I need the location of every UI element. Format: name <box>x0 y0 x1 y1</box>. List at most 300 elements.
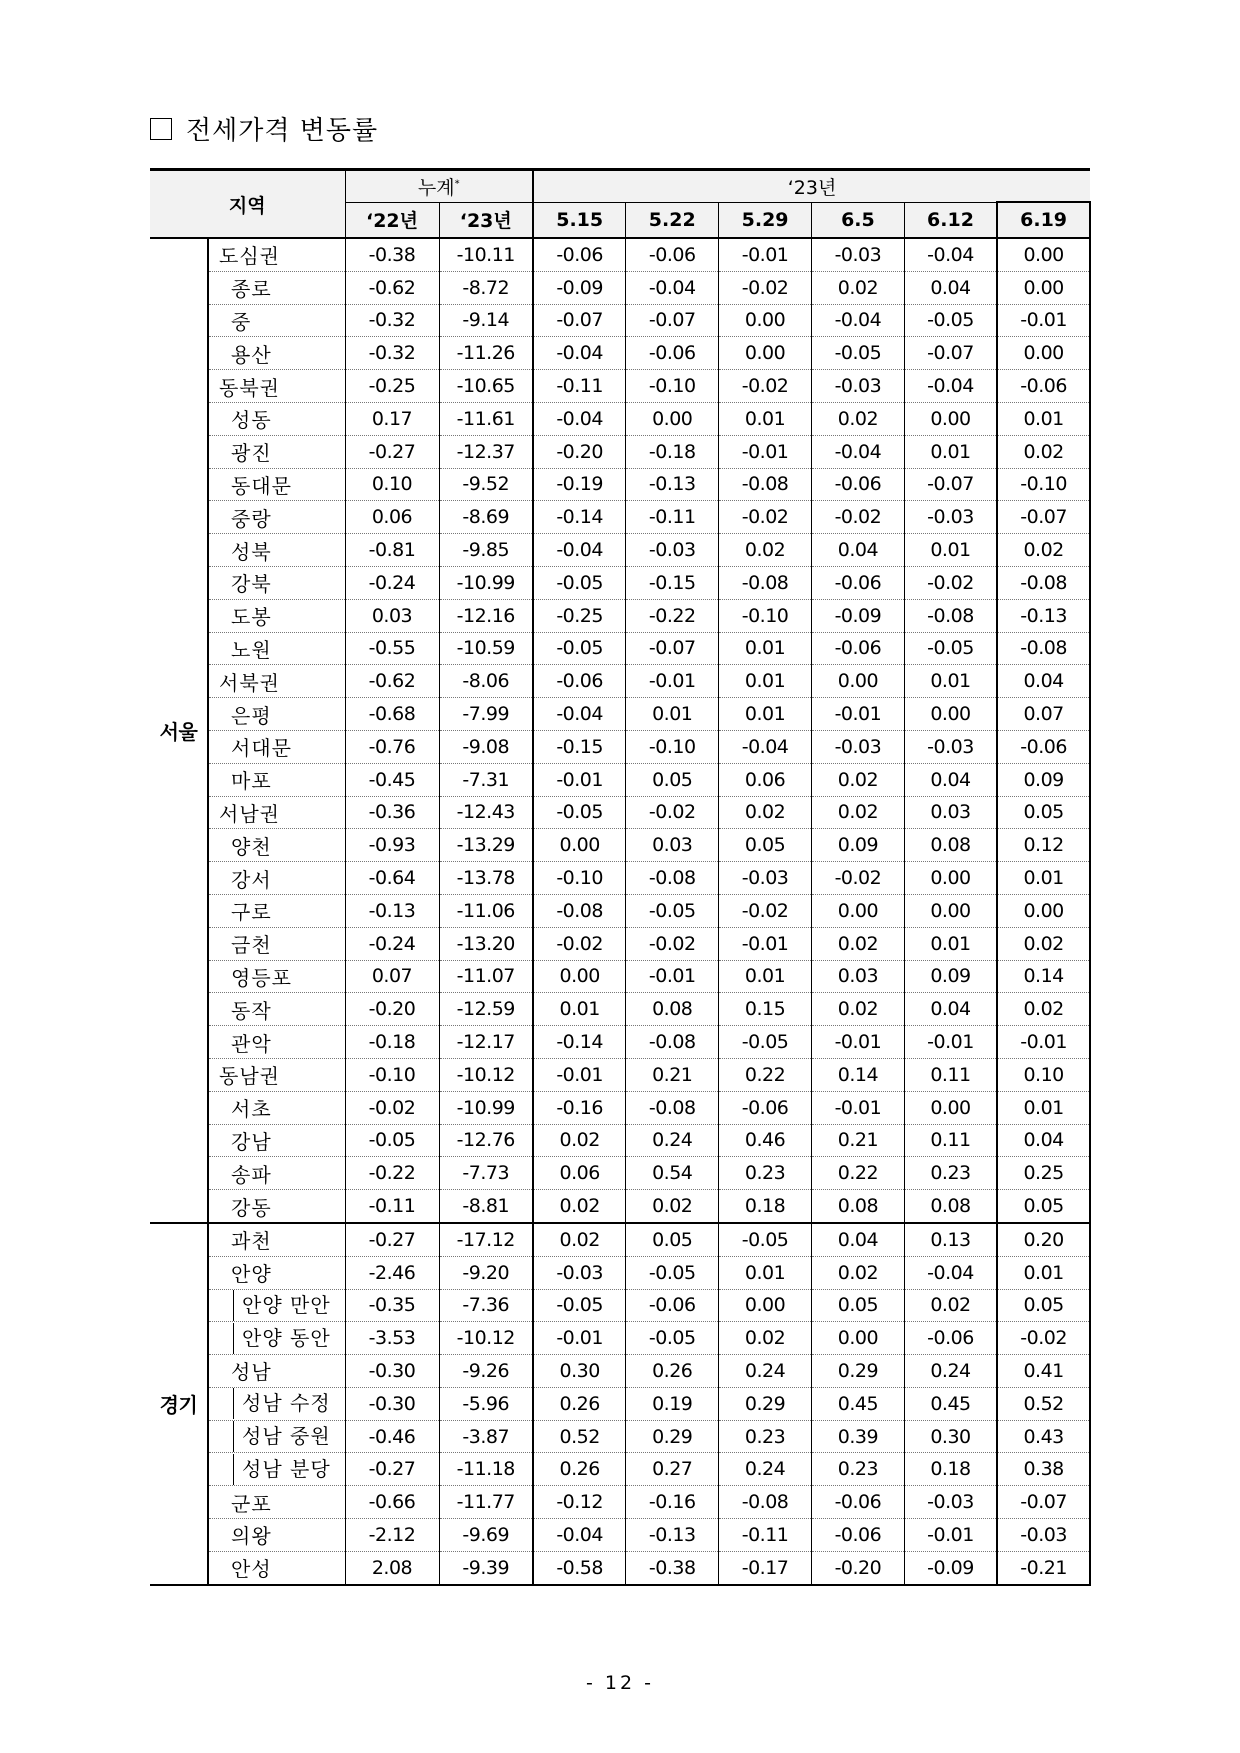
value-cell: -9.14 <box>439 304 533 337</box>
value-cell: -0.04 <box>533 698 626 731</box>
district-name: 도봉 <box>208 599 345 632</box>
value-cell: 0.04 <box>811 1223 904 1256</box>
value-cell: 0.03 <box>345 599 439 632</box>
value-cell: 0.00 <box>904 1091 997 1124</box>
value-cell: 0.06 <box>719 763 812 796</box>
value-cell: 0.05 <box>997 1289 1090 1322</box>
value-cell: -12.76 <box>439 1124 533 1157</box>
value-cell: 0.01 <box>904 435 997 468</box>
district-name: 서남권 <box>208 796 345 829</box>
value-cell: 0.02 <box>811 271 904 304</box>
value-cell: -9.26 <box>439 1355 533 1388</box>
value-cell: 0.08 <box>626 993 719 1026</box>
value-cell: -0.06 <box>811 566 904 599</box>
value-cell: -0.07 <box>997 501 1090 534</box>
value-cell: -0.06 <box>904 1322 997 1355</box>
value-cell: -0.09 <box>811 599 904 632</box>
value-cell: 0.52 <box>533 1420 626 1453</box>
value-cell: -9.69 <box>439 1519 533 1552</box>
value-cell: -0.46 <box>345 1420 439 1453</box>
value-cell: 0.26 <box>533 1387 626 1420</box>
value-cell: -0.02 <box>719 894 812 927</box>
section-title-text: 전세가격 변동률 <box>186 116 379 146</box>
value-cell: -0.06 <box>533 665 626 698</box>
value-cell: -12.59 <box>439 993 533 1026</box>
value-cell: 0.00 <box>904 894 997 927</box>
value-cell: -0.22 <box>345 1157 439 1190</box>
district-name <box>208 1322 345 1355</box>
district-name <box>208 1420 345 1453</box>
value-cell: -0.01 <box>997 304 1090 337</box>
week-col-header: 6.12 <box>904 202 997 238</box>
value-cell: 0.54 <box>626 1157 719 1190</box>
page-number: - 12 - <box>586 1672 654 1694</box>
sub-district-name: 안양 동안 <box>233 1323 331 1354</box>
table-row <box>150 599 1090 632</box>
value-cell: -0.01 <box>719 435 812 468</box>
value-cell: -0.05 <box>533 1289 626 1322</box>
value-cell: -0.05 <box>533 796 626 829</box>
value-cell: -0.04 <box>811 435 904 468</box>
value-cell: -0.45 <box>345 763 439 796</box>
value-cell: -0.07 <box>997 1486 1090 1519</box>
value-cell: -0.32 <box>345 304 439 337</box>
table-row <box>150 1453 1090 1486</box>
value-cell: 0.01 <box>719 402 812 435</box>
value-cell: -0.93 <box>345 829 439 862</box>
district-name: 강동 <box>208 1190 345 1223</box>
value-cell: -0.35 <box>345 1289 439 1322</box>
value-cell: 0.04 <box>997 665 1090 698</box>
district-name: 안성 <box>208 1551 345 1584</box>
value-cell: 0.20 <box>997 1223 1090 1256</box>
value-cell: 0.10 <box>345 468 439 501</box>
district-name: 성북 <box>208 534 345 567</box>
value-cell: -0.14 <box>533 1026 626 1059</box>
value-cell: 0.00 <box>904 402 997 435</box>
district-name: 강서 <box>208 862 345 895</box>
value-cell: -0.04 <box>626 271 719 304</box>
value-cell: -0.10 <box>719 599 812 632</box>
district-name: 송파 <box>208 1157 345 1190</box>
value-cell: -9.52 <box>439 468 533 501</box>
week-col-header: 5.29 <box>719 202 812 238</box>
week-col-header: 5.15 <box>533 202 626 238</box>
value-cell: 0.02 <box>811 796 904 829</box>
value-cell: 0.11 <box>904 1124 997 1157</box>
value-cell: 0.05 <box>626 1223 719 1256</box>
district-name <box>208 1453 345 1486</box>
district-name: 도심권 <box>208 238 345 271</box>
value-cell: 0.39 <box>811 1420 904 1453</box>
value-cell: 0.02 <box>811 1256 904 1289</box>
value-cell: 0.01 <box>719 960 812 993</box>
value-cell: -0.08 <box>719 1486 812 1519</box>
table-row <box>150 1355 1090 1388</box>
value-cell: -11.06 <box>439 894 533 927</box>
value-cell: -0.08 <box>719 468 812 501</box>
value-cell: 0.46 <box>719 1124 812 1157</box>
value-cell: 0.02 <box>719 534 812 567</box>
value-cell: 0.22 <box>811 1157 904 1190</box>
value-cell: 0.00 <box>719 304 812 337</box>
value-cell: 0.00 <box>904 862 997 895</box>
value-cell: -10.12 <box>439 1322 533 1355</box>
value-cell: -0.10 <box>626 730 719 763</box>
value-cell: -7.31 <box>439 763 533 796</box>
value-cell: -0.18 <box>345 1026 439 1059</box>
value-cell: 0.26 <box>626 1355 719 1388</box>
value-cell: 0.00 <box>997 337 1090 370</box>
table-row <box>150 534 1090 567</box>
value-cell: -0.05 <box>904 304 997 337</box>
value-cell: -0.01 <box>626 665 719 698</box>
value-cell: -0.04 <box>904 238 997 271</box>
value-cell: -0.06 <box>719 1091 812 1124</box>
value-cell: -0.04 <box>533 534 626 567</box>
value-cell: -0.11 <box>533 370 626 403</box>
district-name: 관악 <box>208 1026 345 1059</box>
region-label: 서울 <box>150 238 208 1223</box>
value-cell: -8.72 <box>439 271 533 304</box>
value-cell: 0.02 <box>719 796 812 829</box>
value-cell: 0.02 <box>533 1190 626 1223</box>
value-cell: -3.87 <box>439 1420 533 1453</box>
value-cell: -0.36 <box>345 796 439 829</box>
value-cell: -0.02 <box>811 501 904 534</box>
sub-district-name: 성남 수정 <box>233 1388 331 1419</box>
table-row <box>150 1420 1090 1453</box>
table-row <box>150 1519 1090 1552</box>
value-cell: 0.21 <box>811 1124 904 1157</box>
value-cell: -0.15 <box>626 566 719 599</box>
value-cell: -0.01 <box>719 927 812 960</box>
value-cell: 0.02 <box>904 1289 997 1322</box>
value-cell: 0.04 <box>997 1124 1090 1157</box>
value-cell: -7.99 <box>439 698 533 731</box>
table-row <box>150 1387 1090 1420</box>
table-row <box>150 1256 1090 1289</box>
value-cell: 0.04 <box>904 763 997 796</box>
value-cell: -0.01 <box>811 1091 904 1124</box>
district-name: 군포 <box>208 1486 345 1519</box>
value-cell: 0.00 <box>811 894 904 927</box>
value-cell: -0.66 <box>345 1486 439 1519</box>
value-cell: -12.37 <box>439 435 533 468</box>
value-cell: -7.73 <box>439 1157 533 1190</box>
value-cell: -0.19 <box>533 468 626 501</box>
table-row <box>150 402 1090 435</box>
table-row <box>150 1289 1090 1322</box>
value-cell: 0.00 <box>997 894 1090 927</box>
cumulative-footnote-mark: * <box>454 178 460 190</box>
value-cell: -0.02 <box>719 271 812 304</box>
section-title <box>150 110 378 147</box>
table-row <box>150 435 1090 468</box>
value-cell: -0.02 <box>533 927 626 960</box>
value-cell: -0.62 <box>345 271 439 304</box>
value-cell: -0.09 <box>904 1551 997 1584</box>
value-cell: -8.06 <box>439 665 533 698</box>
value-cell: -0.03 <box>904 501 997 534</box>
value-cell: -0.62 <box>345 665 439 698</box>
sub-district-name: 성남 중원 <box>233 1421 331 1452</box>
district-name: 양천 <box>208 829 345 862</box>
value-cell: -0.15 <box>533 730 626 763</box>
table-row <box>150 1223 1090 1256</box>
value-cell: -0.06 <box>997 730 1090 763</box>
value-cell: -0.10 <box>345 1058 439 1091</box>
value-cell: 0.04 <box>811 534 904 567</box>
value-cell: -0.05 <box>811 337 904 370</box>
value-cell: 0.02 <box>811 993 904 1026</box>
value-cell: -0.64 <box>345 862 439 895</box>
value-cell: -0.06 <box>997 370 1090 403</box>
value-cell: -10.12 <box>439 1058 533 1091</box>
table-row <box>150 960 1090 993</box>
value-cell: 0.03 <box>811 960 904 993</box>
value-cell: -0.08 <box>719 566 812 599</box>
value-cell: 0.23 <box>904 1157 997 1190</box>
value-cell: -11.77 <box>439 1486 533 1519</box>
value-cell: -0.06 <box>626 1289 719 1322</box>
district-name: 은평 <box>208 698 345 731</box>
value-cell: 0.04 <box>904 271 997 304</box>
value-cell: 0.05 <box>626 763 719 796</box>
value-cell: 0.29 <box>811 1355 904 1388</box>
value-cell: 0.21 <box>626 1058 719 1091</box>
value-cell: -0.01 <box>626 960 719 993</box>
value-cell: 0.05 <box>811 1289 904 1322</box>
value-cell: -0.01 <box>533 1058 626 1091</box>
value-cell: 0.05 <box>997 796 1090 829</box>
value-cell: -0.30 <box>345 1387 439 1420</box>
value-cell: -7.36 <box>439 1289 533 1322</box>
table-row <box>150 730 1090 763</box>
value-cell: 0.08 <box>904 1190 997 1223</box>
district-name: 동북권 <box>208 370 345 403</box>
value-cell: 0.02 <box>533 1124 626 1157</box>
value-cell: -0.05 <box>719 1026 812 1059</box>
jeonse-price-change-table <box>150 168 1091 1586</box>
value-cell: 0.01 <box>904 534 997 567</box>
value-cell: -0.05 <box>904 632 997 665</box>
table-row <box>150 1322 1090 1355</box>
value-cell: 0.01 <box>719 698 812 731</box>
district-name: 금천 <box>208 927 345 960</box>
value-cell: -13.20 <box>439 927 533 960</box>
district-name: 성동 <box>208 402 345 435</box>
table-row <box>150 271 1090 304</box>
table-row <box>150 698 1090 731</box>
district-name: 광진 <box>208 435 345 468</box>
district-name: 서대문 <box>208 730 345 763</box>
district-name <box>208 1387 345 1420</box>
table-row <box>150 927 1090 960</box>
value-cell: -0.17 <box>719 1551 812 1584</box>
value-cell: -13.78 <box>439 862 533 895</box>
value-cell: -0.02 <box>626 927 719 960</box>
value-cell: -0.01 <box>811 698 904 731</box>
value-cell: -0.55 <box>345 632 439 665</box>
value-cell: -0.02 <box>626 796 719 829</box>
value-cell: 0.52 <box>997 1387 1090 1420</box>
value-cell: 0.18 <box>719 1190 812 1223</box>
value-cell: 0.24 <box>719 1355 812 1388</box>
value-cell: -0.68 <box>345 698 439 731</box>
value-cell: -0.76 <box>345 730 439 763</box>
value-cell: 0.45 <box>811 1387 904 1420</box>
table-row <box>150 1058 1090 1091</box>
value-cell: 0.06 <box>345 501 439 534</box>
value-cell: -0.20 <box>811 1551 904 1584</box>
value-cell: 0.29 <box>626 1420 719 1453</box>
week-col-header: 5.22 <box>626 202 719 238</box>
value-cell: -8.69 <box>439 501 533 534</box>
value-cell: 0.01 <box>997 402 1090 435</box>
district-name: 강북 <box>208 566 345 599</box>
value-cell: 0.22 <box>719 1058 812 1091</box>
district-name: 중랑 <box>208 501 345 534</box>
value-cell: 0.00 <box>997 238 1090 271</box>
value-cell: 0.03 <box>626 829 719 862</box>
value-cell: -0.07 <box>626 304 719 337</box>
table-row <box>150 1157 1090 1190</box>
value-cell: 0.02 <box>811 402 904 435</box>
value-cell: 0.00 <box>997 271 1090 304</box>
value-cell: -0.32 <box>345 337 439 370</box>
value-cell: -0.12 <box>533 1486 626 1519</box>
value-cell: 2.08 <box>345 1551 439 1584</box>
district-name: 영등포 <box>208 960 345 993</box>
value-cell: -9.08 <box>439 730 533 763</box>
cumulative-header-label: 누계 <box>417 176 455 199</box>
value-cell: 0.41 <box>997 1355 1090 1388</box>
value-cell: 0.38 <box>997 1453 1090 1486</box>
value-cell: 0.05 <box>719 829 812 862</box>
value-cell: -0.07 <box>904 468 997 501</box>
table-row <box>150 862 1090 895</box>
value-cell: 0.23 <box>719 1420 812 1453</box>
table-row <box>150 796 1090 829</box>
value-cell: -0.06 <box>811 1519 904 1552</box>
table-row <box>150 894 1090 927</box>
value-cell: 0.14 <box>811 1058 904 1091</box>
value-cell: 0.19 <box>626 1387 719 1420</box>
value-cell: 0.24 <box>904 1355 997 1388</box>
year-header: ‘23년 <box>533 170 1090 203</box>
value-cell: 0.03 <box>904 796 997 829</box>
value-cell: -0.02 <box>345 1091 439 1124</box>
value-cell: -0.05 <box>626 1256 719 1289</box>
value-cell: -0.22 <box>626 599 719 632</box>
value-cell: -0.05 <box>626 894 719 927</box>
value-cell: -0.27 <box>345 435 439 468</box>
value-cell: -12.17 <box>439 1026 533 1059</box>
value-cell: 0.00 <box>719 337 812 370</box>
value-cell: 0.01 <box>904 665 997 698</box>
table-row <box>150 1190 1090 1223</box>
value-cell: -0.05 <box>719 1223 812 1256</box>
value-cell: -0.38 <box>345 238 439 271</box>
value-cell: -0.11 <box>719 1519 812 1552</box>
value-cell: 0.45 <box>904 1387 997 1420</box>
value-cell: 0.00 <box>719 1289 812 1322</box>
value-cell: -0.05 <box>533 632 626 665</box>
value-cell: 0.02 <box>997 927 1090 960</box>
value-cell: -0.04 <box>533 1519 626 1552</box>
value-cell: 0.01 <box>997 1256 1090 1289</box>
value-cell: -0.18 <box>626 435 719 468</box>
table-row <box>150 566 1090 599</box>
value-cell: -8.81 <box>439 1190 533 1223</box>
value-cell: -0.20 <box>345 993 439 1026</box>
value-cell: -0.16 <box>626 1486 719 1519</box>
value-cell: -0.06 <box>533 238 626 271</box>
sub-district-name: 성남 분당 <box>233 1454 331 1485</box>
district-name <box>208 1289 345 1322</box>
value-cell: -0.20 <box>533 435 626 468</box>
value-cell: -0.08 <box>626 1091 719 1124</box>
value-cell: -0.81 <box>345 534 439 567</box>
value-cell: -0.02 <box>904 566 997 599</box>
value-cell: -11.61 <box>439 402 533 435</box>
region-label: 경기 <box>150 1223 208 1585</box>
value-cell: -13.29 <box>439 829 533 862</box>
table-row <box>150 763 1090 796</box>
value-cell: 0.00 <box>626 402 719 435</box>
table-row <box>150 337 1090 370</box>
value-cell: -0.04 <box>533 337 626 370</box>
district-name: 서북권 <box>208 665 345 698</box>
value-cell: -0.08 <box>904 599 997 632</box>
table-row <box>150 1551 1090 1584</box>
value-cell: -0.05 <box>533 566 626 599</box>
value-cell: -0.03 <box>997 1519 1090 1552</box>
value-cell: 0.01 <box>719 1256 812 1289</box>
value-cell: -0.01 <box>533 1322 626 1355</box>
value-cell: 0.14 <box>997 960 1090 993</box>
district-name: 구로 <box>208 894 345 927</box>
value-cell: 0.29 <box>719 1387 812 1420</box>
value-cell: 0.12 <box>997 829 1090 862</box>
value-cell: -0.02 <box>997 1322 1090 1355</box>
value-cell: -11.26 <box>439 337 533 370</box>
value-cell: -0.02 <box>719 370 812 403</box>
value-cell: 0.24 <box>719 1453 812 1486</box>
value-cell: -0.27 <box>345 1223 439 1256</box>
value-cell: -12.43 <box>439 796 533 829</box>
value-cell: 0.02 <box>533 1223 626 1256</box>
value-cell: -10.65 <box>439 370 533 403</box>
value-cell: -9.20 <box>439 1256 533 1289</box>
cumulative-col-header: ‘22년 <box>345 202 439 238</box>
value-cell: 0.00 <box>904 698 997 731</box>
district-name: 중 <box>208 304 345 337</box>
value-cell: -0.16 <box>533 1091 626 1124</box>
value-cell: 0.01 <box>997 862 1090 895</box>
value-cell: 0.30 <box>904 1420 997 1453</box>
value-cell: -0.03 <box>719 862 812 895</box>
district-name: 용산 <box>208 337 345 370</box>
value-cell: 0.01 <box>719 665 812 698</box>
value-cell: -0.13 <box>997 599 1090 632</box>
district-name: 동남권 <box>208 1058 345 1091</box>
value-cell: 0.23 <box>811 1453 904 1486</box>
value-cell: -0.10 <box>997 468 1090 501</box>
value-cell: -0.03 <box>626 534 719 567</box>
value-cell: 0.05 <box>997 1190 1090 1223</box>
